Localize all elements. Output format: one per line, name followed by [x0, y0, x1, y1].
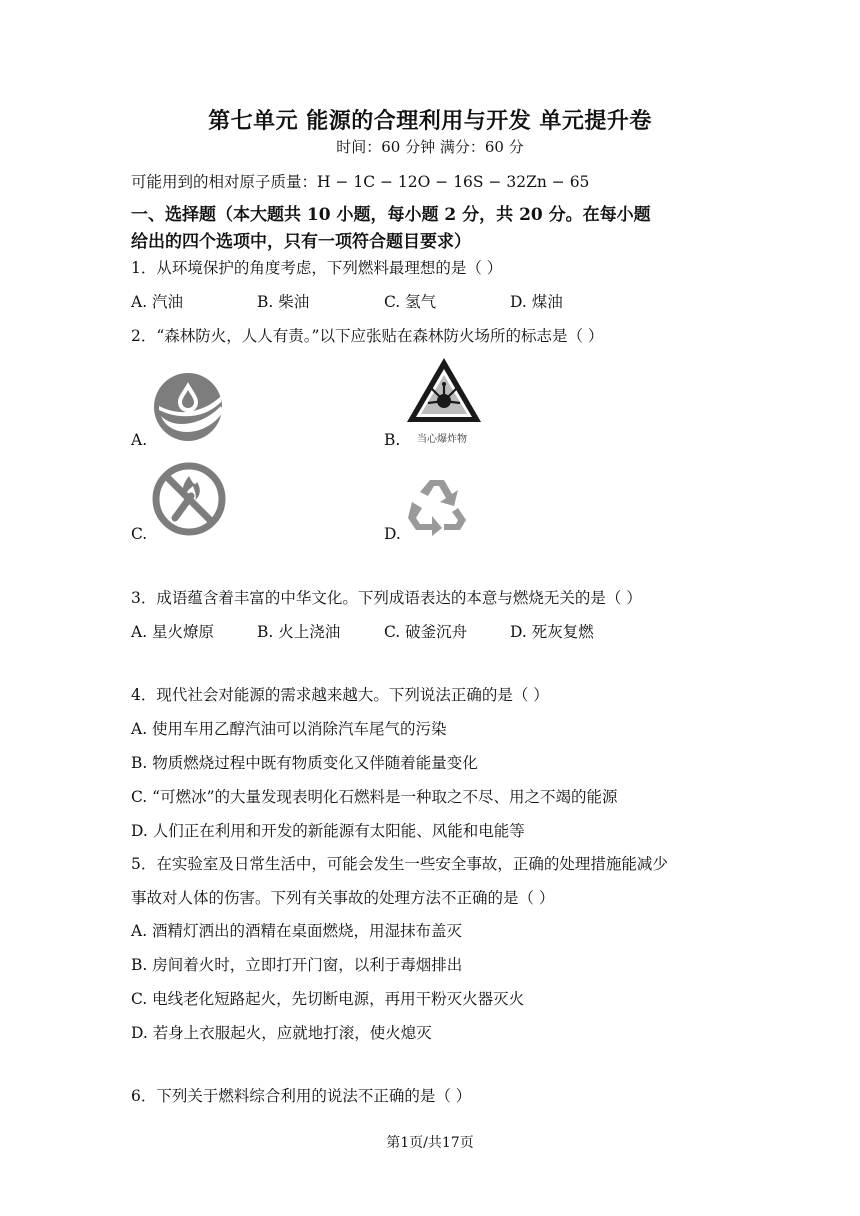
- section-heading: [131, 202, 741, 256]
- recycle-icon: [404, 474, 470, 536]
- question-4-stem: 4．现代社会对能源的需求越来越大。下列说法正确的是（ ）: [131, 686, 549, 704]
- question-3-option-d: D. 死灰复燃: [510, 623, 594, 641]
- question-2-label-b: B.: [384, 431, 401, 449]
- question-5-option-a: A. 酒精灯洒出的酒精在桌面燃烧，用湿抹布盖灭: [131, 922, 463, 940]
- page-title: 第七单元 能源的合理利用与开发 单元提升卷: [208, 108, 652, 134]
- page-number: 第1页/共17页: [386, 1135, 474, 1151]
- section-heading-line2: 给出的四个选项中，只有一项符合题目要求）: [131, 232, 471, 252]
- question-6-stem: 6．下列关于燃料综合利用的说法不正确的是（ ）: [131, 1087, 472, 1105]
- question-5-option-c: C. 电线老化短路起火，先切断电源，再用干粉灭火器灭火: [131, 990, 525, 1008]
- question-2-label-a: A.: [131, 431, 148, 449]
- question-1-option-a: A. 汽油: [131, 293, 184, 311]
- atomic-masses: 可能用到的相对原子质量：H − 1C − 12O − 16S − 32Zn − 65: [131, 173, 590, 191]
- water-saving-icon: [151, 372, 225, 442]
- question-2-label-d: D.: [384, 525, 401, 543]
- question-2-stem: 2．“森林防火，人人有责。”以下应张贴在森林防火场所的标志是（ ）: [131, 327, 604, 345]
- question-1-stem: 1．从环境保护的角度考虑，下列燃料最理想的是（ ）: [131, 259, 503, 277]
- question-5-option-b: B. 房间着火时，立即打开门窗，以利于毒烟排出: [131, 956, 463, 974]
- question-3-option-a: A. 星火燎原: [131, 623, 215, 641]
- explosive-warning-icon: [404, 355, 484, 425]
- question-5-stem-line1: 5．在实验室及日常生活中，可能会发生一些安全事故，正确的处理措施能减少: [131, 855, 668, 873]
- question-3-option-c: C. 破釜沉舟: [384, 623, 468, 641]
- section-heading-line1: 一、选择题（本大题共 10 小题，每小题 2 分，共 20 分。在每小题: [131, 205, 651, 225]
- question-4-option-b: B. 物质燃烧过程中既有物质变化又伴随着能量变化: [131, 754, 478, 772]
- question-5-stem-line2: 事故对人体的伤害。下列有关事故的处理方法不正确的是（ ）: [131, 889, 555, 907]
- question-2-label-c: C.: [131, 525, 148, 543]
- question-4-option-d: D. 人们正在利用和开发的新能源有太阳能、风能和电能等: [131, 822, 525, 840]
- no-fire-icon: [151, 462, 227, 536]
- question-3-option-b: B. 火上浇油: [257, 623, 341, 641]
- question-3-stem: 3．成语蕴含着丰富的中华文化。下列成语表达的本意与燃烧无关的是（ ）: [131, 589, 642, 607]
- explosive-sign-caption: 当心爆炸物: [417, 434, 467, 445]
- question-4-option-a: A. 使用车用乙醇汽油可以消除汽车尾气的污染: [131, 720, 447, 738]
- question-1-option-c: C. 氢气: [384, 293, 437, 311]
- question-4-option-c: C. “可燃冰”的大量发现表明化石燃料是一种取之不尽、用之不竭的能源: [131, 788, 618, 806]
- question-5-option-d: D. 若身上衣服起火，应就地打滚，使火熄灭: [131, 1024, 432, 1042]
- question-1-option-b: B. 柴油: [257, 293, 310, 311]
- question-1-option-d: D. 煤油: [510, 293, 563, 311]
- exam-time-score: 时间：60 分钟 满分：60 分: [336, 138, 524, 156]
